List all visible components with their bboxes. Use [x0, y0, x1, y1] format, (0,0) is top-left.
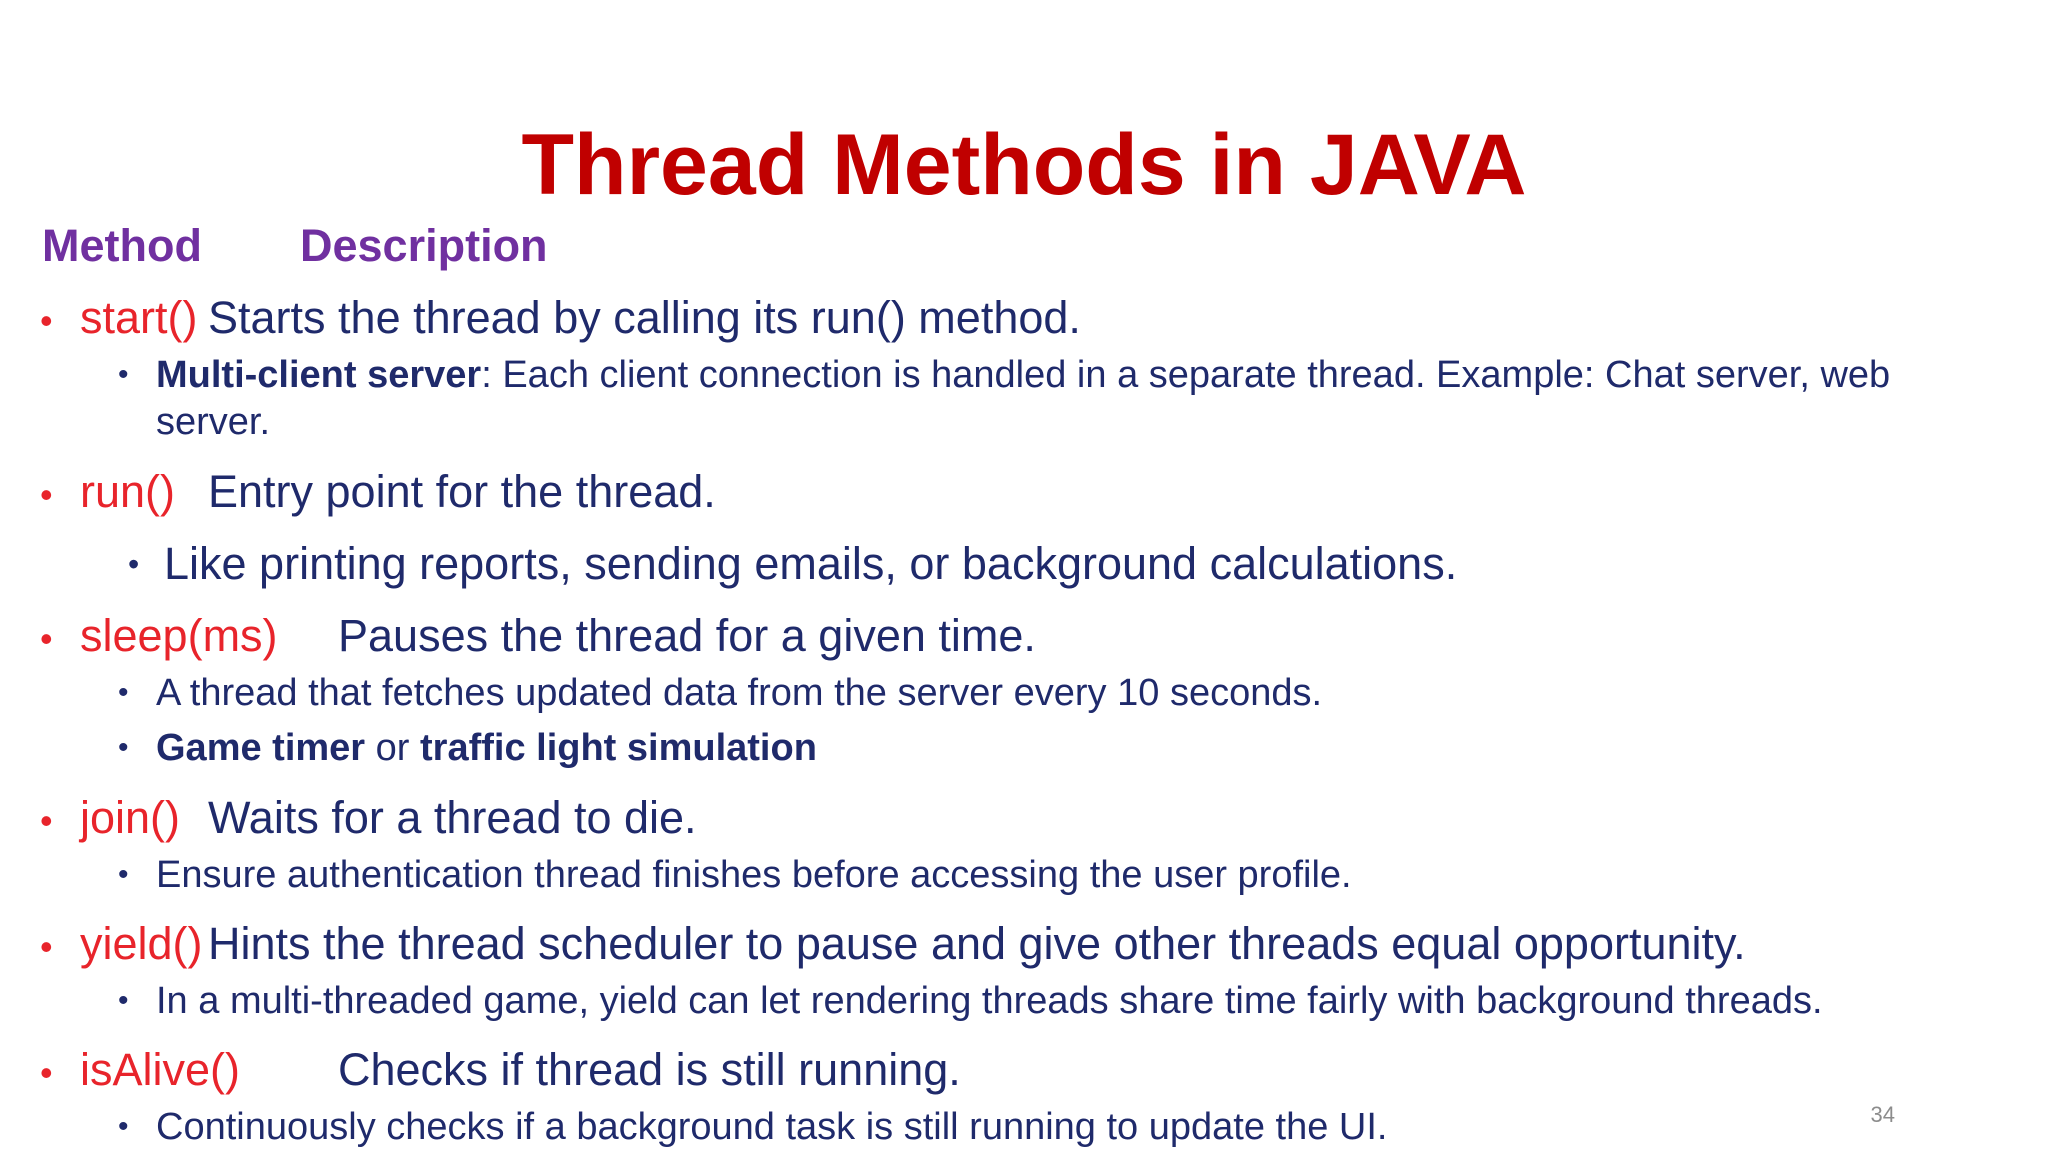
bullet-icon: •: [118, 358, 129, 391]
slide-title: Thread Methods in JAVA: [521, 117, 1527, 213]
sub-item-text: server.: [156, 401, 271, 443]
bullet-icon: •: [40, 800, 53, 841]
description-column-header: Description: [300, 220, 548, 271]
bullet-icon: •: [40, 1052, 53, 1093]
bullet-icon: •: [118, 676, 129, 709]
method-description: Checks if thread is still running.: [338, 1044, 961, 1095]
bullet-icon: •: [118, 1110, 129, 1143]
sub-item-text: : Each client connection is handled in a separate thread. Example: Chat server, web: [481, 354, 1891, 396]
bullet-icon: •: [40, 300, 53, 341]
bullet-icon: •: [40, 618, 53, 659]
sub-item-text: In a multi-threaded game, yield can let rendering threads share time fairly with background threads.: [156, 980, 1823, 1022]
bold-term: Multi-client server: [156, 354, 482, 396]
sub-item-text: Continuously checks if a background task is still running to update the UI.: [156, 1106, 1388, 1148]
sub-item-text: or: [365, 727, 420, 769]
method-name: isAlive(): [80, 1044, 241, 1095]
method-description: Hints the thread scheduler to pause and give other threads equal opportunity.: [208, 918, 1746, 969]
method-description: Waits for a thread to die.: [208, 792, 697, 843]
method-name: join(): [80, 792, 181, 843]
sub-item-text: A thread that fetches updated data from the server every 10 seconds.: [156, 672, 1323, 714]
bold-term: traffic light simulation: [420, 727, 817, 769]
bullet-icon: •: [40, 926, 53, 967]
method-name: run(): [80, 466, 176, 517]
bold-term: Game timer: [156, 727, 366, 769]
method-description: Entry point for the thread.: [208, 466, 716, 517]
sub-item-text: Ensure authentication thread finishes before accessing the user profile.: [156, 854, 1352, 896]
bullet-icon: •: [118, 858, 129, 891]
bullet-icon: •: [40, 474, 53, 515]
method-name: sleep(ms): [80, 610, 278, 661]
method-name: yield(): [80, 918, 203, 969]
method-description: Starts the thread by calling its run() method.: [208, 292, 1081, 343]
method-column-header: Method: [42, 220, 202, 271]
method-description: Pauses the thread for a given time.: [338, 610, 1036, 661]
bullet-icon: •: [118, 984, 129, 1017]
sub-item-text: Like printing reports, sending emails, or background calculations.: [164, 538, 1458, 589]
method-name: start(): [80, 292, 198, 343]
bullet-icon: •: [128, 546, 140, 582]
page-number: 34: [1870, 1102, 1895, 1127]
bullet-icon: •: [118, 731, 129, 764]
